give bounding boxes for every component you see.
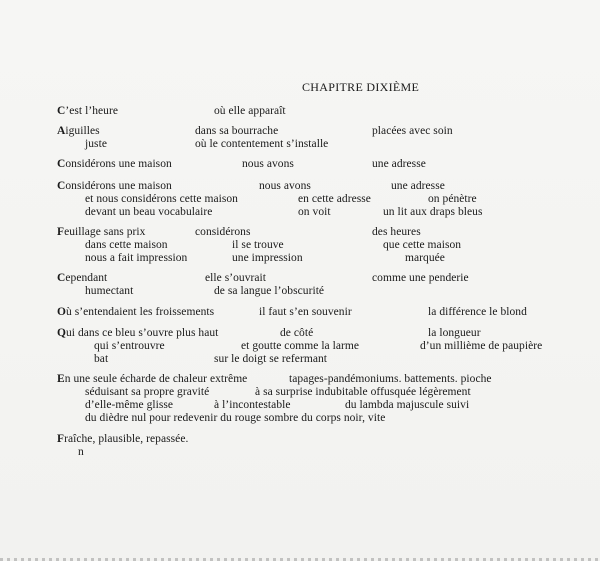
stanza-3-line-1-col-3: une adresse <box>372 158 426 170</box>
initial-letter: F <box>57 226 65 238</box>
initial-letter: C <box>57 180 66 192</box>
stanza-2-line-1-col-3: placées avec soin <box>372 125 453 137</box>
stanza-2-line-1-col-1 <box>57 125 100 138</box>
stanza-8-line-1-col-1 <box>57 327 218 340</box>
stanza-6-line-1-col-2: elle s’ouvrait <box>205 272 267 284</box>
stanza-4-line-1-col-3: une adresse <box>391 180 445 192</box>
stanza-1-line-1-col-2: où elle apparaît <box>214 105 286 117</box>
stanza-4-line-2-col-2: en cette adresse <box>298 193 371 205</box>
stanza-6-line-1-col-3: comme une penderie <box>372 272 469 284</box>
initial-letter: A <box>57 125 66 137</box>
stanza-9-line-4-col-1: du dièdre nul pour redevenir du rouge sombre du corps noir, vite <box>85 412 386 424</box>
stanza-2-line-1-col-2: dans sa bourrache <box>195 125 279 137</box>
verse-fragment: ui dans ce bleu s’ouvre plus haut <box>66 327 219 339</box>
stanza-5-line-2-col-3: que cette maison <box>383 239 462 251</box>
initial-letter: Q <box>57 327 66 339</box>
stanza-8-line-2-col-1: qui s’entrouvre <box>94 340 165 352</box>
stanza-9-line-2-col-1: séduisant sa propre gravité <box>85 386 210 398</box>
stanza-4-line-2-col-3: on pénètre <box>428 193 477 205</box>
stanza-8-line-1-col-3: la longueur <box>428 327 481 339</box>
stanza-9-line-1-col-2: tapages-pandémoniums. battements. pioche <box>289 373 492 385</box>
verse-fragment: raîche, plausible, repassée. <box>64 433 189 445</box>
stanza-4-line-3-col-3: un lit aux draps bleus <box>383 206 483 218</box>
stanza-3-line-1-col-1 <box>57 158 172 171</box>
chapter-title: CHAPITRE DIXIÈME <box>302 80 420 94</box>
stanza-5-line-2-col-1: dans cette maison <box>85 239 168 251</box>
verse-fragment: onsidérons une maison <box>65 180 172 192</box>
initial-letter: C <box>57 105 66 117</box>
stanza-9-line-2-col-2: à sa surprise indubitable offusquée légèrement <box>255 386 471 398</box>
stanza-5-line-1-col-2: considérons <box>195 226 251 238</box>
stanza-2-line-2-col-1: juste <box>85 138 107 150</box>
stanza-5-line-3-col-2: une impression <box>232 252 303 264</box>
verse-fragment: iguilles <box>65 125 100 137</box>
verse-fragment: ependant <box>65 272 108 284</box>
stanza-7-line-1-col-2: il faut s’en souvenir <box>259 306 352 318</box>
stanza-9-line-3-col-1: d’elle-même glisse <box>85 399 174 411</box>
stanza-9-line-3-col-2: à l’incontestable <box>214 399 291 411</box>
stanza-10-line-1-col-1 <box>57 433 188 446</box>
verse-fragment: ù s’entendaient les froissements <box>66 306 215 318</box>
stanza-9-line-1-col-1 <box>57 373 247 386</box>
stanza-2-line-2-col-2: où le contentement s’installe <box>195 138 329 150</box>
stanza-8-line-3-col-2: sur le doigt se refermant <box>214 353 328 365</box>
stanza-8-line-3-col-1: bat <box>94 353 109 365</box>
stanza-4-line-2-col-1: et nous considérons cette maison <box>85 193 238 205</box>
stanza-9-line-3-col-3: du lambda majuscule suivi <box>345 399 470 411</box>
stanza-7-line-1-col-3: la différence le blond <box>428 306 527 318</box>
stanza-4-line-3-col-1: devant un beau vocabulaire <box>85 206 213 218</box>
stanza-5-line-3-col-1: nous a fait impression <box>85 252 188 264</box>
verse-fragment: euillage sans prix <box>64 226 146 238</box>
stanza-8-line-1-col-2: de côté <box>280 327 314 339</box>
stanza-4-line-1-col-1 <box>57 180 172 193</box>
stanza-6-line-2-col-2: de sa langue l’obscurité <box>214 285 325 297</box>
stanza-5-line-1-col-3: des heures <box>372 226 421 238</box>
verse-fragment: onsidérons une maison <box>65 158 172 170</box>
stanza-1-line-1-col-1 <box>57 105 118 118</box>
stanza-3-line-1-col-2: nous avons <box>242 158 294 170</box>
initial-letter: O <box>57 306 66 318</box>
initial-letter: C <box>57 158 66 170</box>
stanza-4-line-1-col-2: nous avons <box>259 180 311 192</box>
verse-fragment: ’est l’heure <box>65 105 119 117</box>
stanza-8-line-2-col-2: et goutte comme la larme <box>241 340 360 352</box>
initial-letter: E <box>57 373 65 385</box>
stanza-6-line-2-col-1: humectant <box>85 285 134 297</box>
stanza-6-line-1-col-1 <box>57 272 107 285</box>
stanza-5-line-1-col-1 <box>57 226 145 239</box>
initial-letter: F <box>57 433 65 445</box>
stanza-5-line-3-col-3: marquée <box>405 252 445 264</box>
verse-fragment: n une seule écharde de chaleur extrême <box>64 373 248 385</box>
initial-letter: C <box>57 272 66 284</box>
stanza-5-line-2-col-2: il se trouve <box>232 239 284 251</box>
stanza-10-line-2-col-1: n <box>78 446 84 458</box>
stanza-4-line-3-col-2: on voit <box>298 206 331 218</box>
stanza-8-line-2-col-3: d’un millième de paupière <box>420 340 543 352</box>
stanza-7-line-1-col-1 <box>57 306 214 319</box>
